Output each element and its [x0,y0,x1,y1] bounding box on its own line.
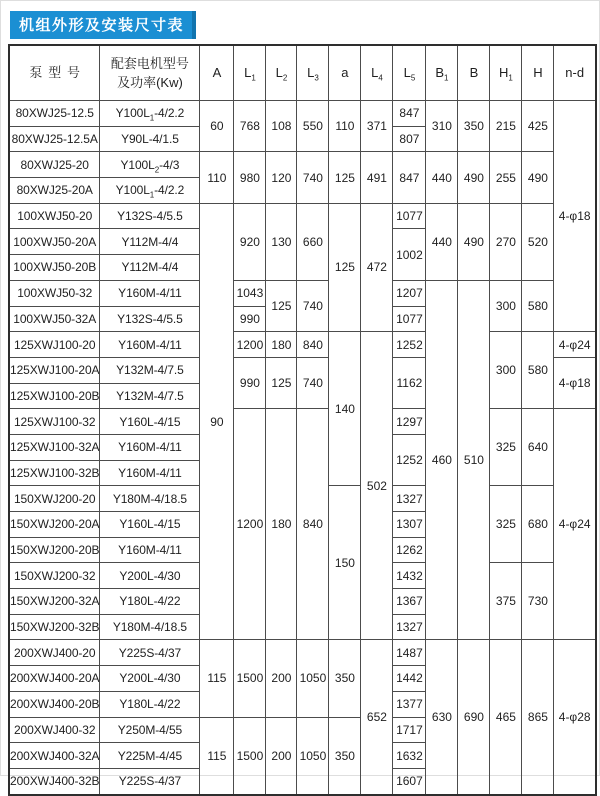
cell-B: 490 [458,203,490,280]
cell-H: 865 [522,640,554,795]
cell-L5: 1367 [393,589,426,615]
pump-model-cell: 80XWJ25-12.5A [9,126,100,152]
cell-L5: 847 [393,152,426,203]
cell-L5: 1717 [393,717,426,743]
motor-model-cell: Y160M-4/11 [100,434,200,460]
cell-L5: 1632 [393,743,426,769]
cell-L3: 550 [297,101,329,152]
cell-a: 150 [329,486,361,640]
cell-L2: 130 [266,203,297,280]
cell-A: 90 [200,203,234,640]
cell-L3: 840 [297,332,329,358]
cell-L5: 1307 [393,512,426,538]
pump-model-cell: 80XWJ25-12.5 [9,101,100,127]
pump-model-cell: 80XWJ25-20 [9,152,100,178]
motor-model-cell: Y225M-4/45 [100,743,200,769]
motor-model-cell: $Y100L_1-4/2.2$ [100,178,200,204]
table-row [9,101,596,127]
motor-model-cell: Y160M-4/11 [100,537,200,563]
table-row [9,152,596,178]
cell-B1: 310 [426,101,458,152]
cell-L2: 180 [266,409,297,640]
motor-model-cell: Y180M-4/18.5 [100,486,200,512]
pump-model-cell: 80XWJ25-20A [9,178,100,204]
cell-H: 580 [522,332,554,409]
cell-L5: 1442 [393,666,426,692]
motor-model-cell: Y180M-4/18.5 [100,614,200,640]
cell-B1: 630 [426,640,458,795]
cell-L3: 660 [297,203,329,280]
motor-model-cell: Y112M-4/4 [100,255,200,281]
cell-L5: 1162 [393,357,426,408]
motor-model-cell: Y112M-4/4 [100,229,200,255]
motor-model-cell: Y132S-4/5.5 [100,203,200,229]
cell-L2: 108 [266,101,297,152]
cell-H: 580 [522,280,554,331]
cell-L2: 180 [266,332,297,358]
cell-L5: 1487 [393,640,426,666]
cell-a: 350 [329,717,361,795]
pump-model-cell: 125XWJ100-32B [9,460,100,486]
cell-L1: 768 [234,101,266,152]
cell-L1: 1200 [234,332,266,358]
cell-L5: 1327 [393,486,426,512]
motor-model-cell: Y160L-4/15 [100,409,200,435]
column-header-B1: $B_1$ [426,45,458,101]
cell-L3: 740 [297,280,329,331]
column-header-pump: 泵型号 [9,45,100,101]
cell-L5: 1002 [393,229,426,280]
cell-L5: 847 [393,101,426,127]
cell-L1: 1500 [234,717,266,795]
motor-model-cell: Y180L-4/22 [100,691,200,717]
pump-model-cell: 150XWJ200-20B [9,537,100,563]
motor-model-cell: Y160M-4/11 [100,332,200,358]
cell-B1: 440 [426,203,458,280]
cell-L2: 125 [266,280,297,331]
cell-L5: 1252 [393,332,426,358]
cell-L5: 1607 [393,768,426,794]
cell-H1: 255 [490,152,522,203]
motor-model-cell: Y132M-4/7.5 [100,357,200,383]
cell-L5: 1297 [393,409,426,435]
pump-model-cell: 150XWJ200-32B [9,614,100,640]
cell-H1: 300 [490,332,522,409]
pump-model-cell: 100XWJ50-20 [9,203,100,229]
pump-model-cell: 150XWJ200-20 [9,486,100,512]
cell-L3: 840 [297,409,329,640]
cell-B: 490 [458,152,490,203]
column-header-A: A [200,45,234,101]
table-row [9,280,596,306]
table-body [9,101,596,795]
cell-L2: 200 [266,717,297,795]
cell-L1: 980 [234,152,266,203]
pump-model-cell: 200XWJ400-32 [9,717,100,743]
cell-L4: 491 [361,152,393,203]
column-header-a: a [329,45,361,101]
column-header-L5: $L_5$ [393,45,426,101]
column-header-nd: n-d [554,45,596,101]
pump-model-cell: 100XWJ50-32 [9,280,100,306]
cell-B1: 440 [426,152,458,203]
table-row [9,409,596,435]
pump-model-cell: 125XWJ100-20B [9,383,100,409]
cell-nd: 4-φ24 [554,409,596,640]
cell-A: 60 [200,101,234,152]
cell-B: 510 [458,280,490,640]
pump-model-cell: 100XWJ50-20A [9,229,100,255]
motor-model-cell: Y200L-4/30 [100,563,200,589]
pump-model-cell: 200XWJ400-32A [9,743,100,769]
cell-L3: 740 [297,152,329,203]
pump-model-cell: 100XWJ50-32A [9,306,100,332]
header-row [9,45,596,101]
cell-a: 125 [329,203,361,331]
cell-a: 140 [329,332,361,486]
cell-L1: 1500 [234,640,266,717]
cell-H: 520 [522,203,554,280]
cell-H: 490 [522,152,554,203]
pump-model-cell: 125XWJ100-32A [9,434,100,460]
cell-H1: 270 [490,203,522,280]
cell-H1: 300 [490,280,522,331]
cell-L5: 1377 [393,691,426,717]
column-header-H: H [522,45,554,101]
cell-L5: 1252 [393,434,426,485]
cell-L2: 200 [266,640,297,717]
pump-model-cell: 200XWJ400-20A [9,666,100,692]
cell-a: 110 [329,101,361,152]
cell-B: 350 [458,101,490,152]
motor-model-cell: $Y100L_1-4/2.2$ [100,101,200,127]
cell-L3: 1050 [297,717,329,795]
pump-model-cell: 125XWJ100-20A [9,357,100,383]
pump-model-cell: 125XWJ100-32 [9,409,100,435]
motor-model-cell: Y132S-4/5.5 [100,306,200,332]
motor-model-cell: Y160L-4/15 [100,512,200,538]
column-header-motor: 配套电机型号 及功率(Kw) [100,45,200,101]
cell-B: 690 [458,640,490,795]
cell-L4: 502 [361,332,393,640]
motor-model-cell: Y160M-4/11 [100,280,200,306]
cell-B1: 460 [426,280,458,640]
pump-model-cell: 200XWJ400-20 [9,640,100,666]
motor-model-cell: Y180L-4/22 [100,589,200,615]
cell-L1: 1200 [234,409,266,640]
cell-L3: 1050 [297,640,329,717]
cell-A: 110 [200,152,234,203]
table-row [9,203,596,229]
motor-model-cell: Y160M-4/11 [100,460,200,486]
column-header-L4: $L_4$ [361,45,393,101]
column-header-B: B [458,45,490,101]
cell-H1: 325 [490,409,522,486]
cell-L4: 652 [361,640,393,795]
cell-H1: 325 [490,486,522,563]
cell-nd: 4-φ24 [554,332,596,358]
column-header-H1: $H_1$ [490,45,522,101]
cell-H: 425 [522,101,554,152]
cell-a: 350 [329,640,361,717]
cell-a: 125 [329,152,361,203]
cell-L2: 120 [266,152,297,203]
cell-H: 680 [522,486,554,563]
cell-L5: 1327 [393,614,426,640]
pump-model-cell: 125XWJ100-20 [9,332,100,358]
pump-model-cell: 150XWJ200-32A [9,589,100,615]
cell-A: 115 [200,640,234,717]
column-header-L2: $L_2$ [266,45,297,101]
cell-L5: 1207 [393,280,426,306]
cell-L1: 990 [234,306,266,332]
cell-A: 115 [200,717,234,795]
cell-L5: 1077 [393,306,426,332]
cell-H: 640 [522,409,554,486]
dimensions-table [8,44,597,796]
cell-L1: 990 [234,357,266,408]
motor-model-cell: $Y100L_2-4/3$ [100,152,200,178]
cell-H1: 215 [490,101,522,152]
column-header-L3: $L_3$ [297,45,329,101]
pump-model-cell: 200XWJ400-20B [9,691,100,717]
cell-L4: 371 [361,101,393,152]
motor-model-cell: Y200L-4/30 [100,666,200,692]
cell-H: 730 [522,563,554,640]
cell-L5: 807 [393,126,426,152]
column-header-L1: $L_1$ [234,45,266,101]
table-row [9,640,596,666]
motor-model-cell: Y132M-4/7.5 [100,383,200,409]
cell-L5: 1432 [393,563,426,589]
page-title: 机组外形及安装尺寸表 [10,11,196,39]
pump-model-cell: 150XWJ200-20A [9,512,100,538]
cell-L5: 1262 [393,537,426,563]
motor-model-cell: Y90L-4/1.5 [100,126,200,152]
pump-model-cell: 100XWJ50-20B [9,255,100,281]
cell-H1: 375 [490,563,522,640]
table-row [9,332,596,358]
cell-nd: 4-φ18 [554,101,596,332]
motor-model-cell: Y225S-4/37 [100,768,200,794]
pump-model-cell: 150XWJ200-32 [9,563,100,589]
cell-L5: 1077 [393,203,426,229]
cell-L2: 125 [266,357,297,408]
cell-L1: 1043 [234,280,266,306]
cell-L1: 920 [234,203,266,280]
cell-L4: 472 [361,203,393,331]
cell-L3: 740 [297,357,329,408]
pump-model-cell: 200XWJ400-32B [9,768,100,794]
cell-nd: 4-φ18 [554,357,596,408]
motor-model-cell: Y250M-4/55 [100,717,200,743]
cell-H1: 465 [490,640,522,795]
motor-model-cell: Y225S-4/37 [100,640,200,666]
cell-nd: 4-φ28 [554,640,596,795]
